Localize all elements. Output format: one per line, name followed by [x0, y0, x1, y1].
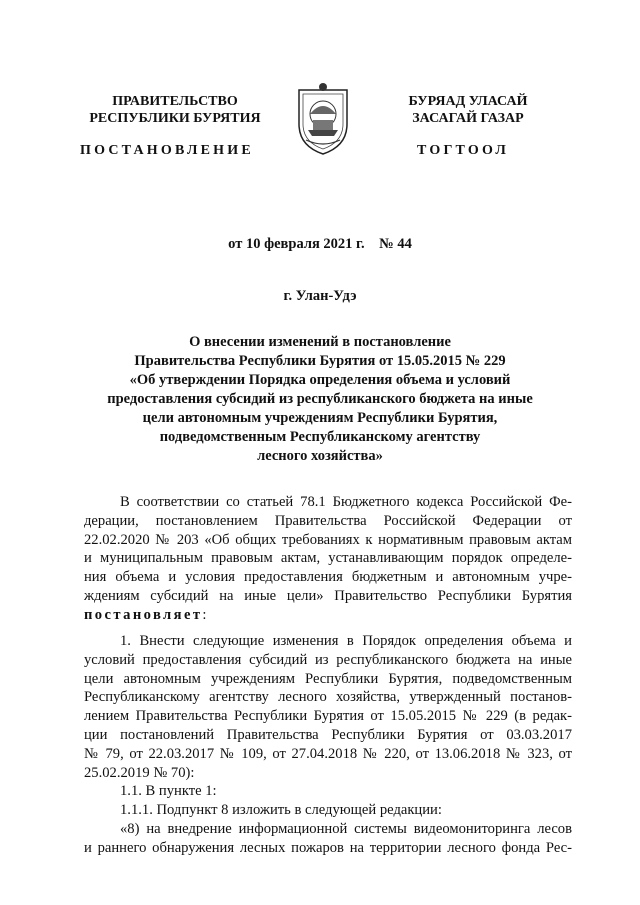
- header-left-line1: ПРАВИТЕЛЬСТВО: [112, 94, 238, 109]
- item-1-line: № 79, от 22.03.2017 № 109, от 27.04.2018 № 220, от 13.06.2018 № 323, от: [84, 745, 572, 762]
- coat-of-arms-emblem: [294, 80, 352, 158]
- item-1-line: 1. Внести следующие изменения в Порядок определения объема и: [120, 633, 572, 649]
- title-line: О внесении изменений в постановление: [189, 334, 451, 350]
- header-right-line1: БУРЯАД УЛАСАЙ: [408, 94, 528, 109]
- decree-word: постановляет: [84, 606, 203, 623]
- quote-line: «8) на внедрение информационной системы видеомониторинга лесов: [120, 820, 572, 837]
- title-line: лесного хозяйства»: [257, 448, 383, 464]
- preamble-line: ждениям субсидий на иные цели» Правительство Республики Бурятия: [84, 587, 572, 604]
- item-1-1: 1.1. В пункте 1:: [120, 783, 217, 800]
- header-right-line2: ЗАСАГАЙ ГАЗАР: [412, 111, 524, 126]
- quote-line: и раннего обнаружения лесных пожаров на территории лесного фонда Рес-: [84, 839, 572, 856]
- decree-line: [84, 606, 572, 625]
- item-1-line: лением Правительства Республики Бурятия от 15.05.2015 № 229 (в редак-: [84, 708, 572, 725]
- item-1-line: 25.02.2019 № 70):: [84, 764, 195, 781]
- header-left-line2: РЕСПУБЛИКИ БУРЯТИЯ: [89, 111, 261, 126]
- item-1-1-1: 1.1.1. Подпункт 8 изложить в следующей редакции:: [120, 802, 442, 819]
- title-line: предоставления субсидий из республиканского бюджета на иные: [107, 391, 533, 407]
- preamble-line: дерации, постановлением Правительства Российской Федерации от: [84, 512, 572, 529]
- preamble-line: 22.02.2020 № 203 «Об общих требованиях к нормативным правовым актам: [84, 531, 572, 548]
- item-1-paragraph: [84, 632, 572, 858]
- preamble-line: В соответствии со статьей 78.1 Бюджетного кодекса Российской Фе-: [120, 494, 572, 510]
- city: г. Улан-Удэ: [283, 288, 357, 304]
- title-line: Правительства Республики Бурятия от 15.05.2015 № 229: [134, 353, 506, 369]
- preamble-line: и муниципальным правовым актам, устанавливающим порядок определе-: [84, 550, 572, 567]
- item-1-line: ции постановлений Правительства Республики Бурятия от 03.03.2017: [84, 726, 572, 743]
- doc-type-left: ПОСТАНОВЛЕНИЕ: [80, 143, 254, 158]
- title-line: «Об утверждении Порядка определения объема и условий: [129, 372, 511, 388]
- item-1-line: условий предоставления субсидий из республиканского бюджета на иные: [84, 651, 572, 668]
- item-1-line: цели автономным учреждениям Республики Бурятия, подведомственным: [84, 670, 572, 687]
- title-line: подведомственным Республиканскому агентству: [159, 429, 481, 445]
- preamble-paragraph: [84, 493, 572, 625]
- date-number: от 10 февраля 2021 г. № 44: [228, 236, 412, 252]
- doc-type-right: ТОГТООЛ: [417, 143, 510, 158]
- decree-colon: :: [202, 606, 207, 623]
- preamble-line: ния объема и условия предоставления бюджетным и автономным учре-: [84, 569, 572, 586]
- title-line: цели автономным учреждениям Республики Бурятия,: [142, 410, 498, 426]
- document-title: [60, 333, 580, 466]
- item-1-line: Республиканскому агентству лесного хозяйства, утвержденный постанов-: [84, 689, 572, 706]
